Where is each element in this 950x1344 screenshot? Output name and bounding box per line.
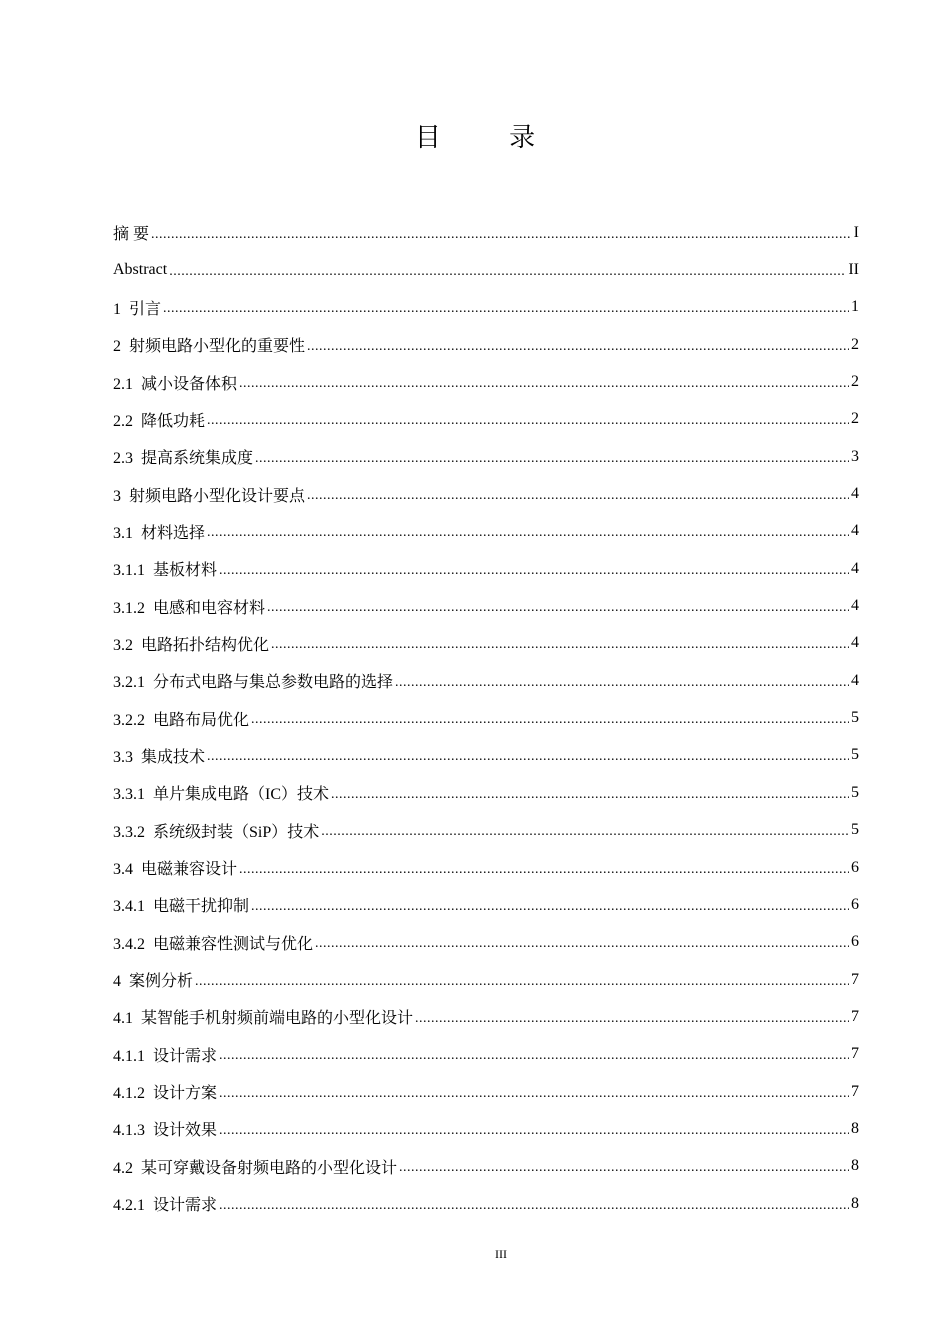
toc-entry-label	[113, 707, 249, 730]
toc-leader-dots	[169, 264, 846, 280]
toc-entry-label	[113, 371, 237, 394]
toc-entry-label	[113, 632, 269, 655]
toc-entry-page: 5	[851, 783, 859, 801]
toc-entry[interactable]	[113, 737, 859, 774]
toc-leader-dots	[399, 1160, 849, 1176]
toc-entry-page: 8	[851, 1119, 859, 1137]
toc-entry-number: 3.3.1	[113, 786, 145, 804]
toc-entry-text: 摘 要	[113, 226, 150, 244]
toc-entry-text: 电磁兼容性测试与优化	[153, 935, 314, 953]
toc-entry-page: 8	[851, 1194, 859, 1212]
toc-entry-label	[113, 781, 329, 804]
toc-entry-page: 7	[851, 1045, 859, 1063]
toc-entry-number: 3	[113, 487, 121, 505]
toc-entry-page: 6	[851, 858, 859, 876]
toc-entry[interactable]	[113, 1185, 859, 1222]
toc-entry[interactable]	[113, 438, 859, 475]
toc-entry[interactable]	[113, 550, 859, 587]
toc-entry-text: 材料选择	[141, 524, 206, 542]
toc-leader-dots	[251, 899, 849, 915]
toc-entry-page: 1	[851, 298, 859, 316]
toc-leader-dots	[219, 563, 849, 579]
toc-entry-text: 提高系统集成度	[141, 450, 254, 468]
toc-entry-text: 减小设备体积	[141, 375, 238, 393]
toc-entry-text: 系统级封装（SiP）技术	[153, 823, 320, 841]
toc-leader-dots	[315, 936, 849, 952]
toc-leader-dots	[207, 749, 849, 765]
toc-entry-label	[113, 856, 237, 879]
toc-entry[interactable]	[113, 998, 859, 1035]
toc-leader-dots	[321, 824, 849, 840]
toc-entry-label	[113, 296, 161, 319]
toc-entry-text: 射频电路小型化的重要性	[129, 338, 306, 356]
toc-entry[interactable]	[113, 961, 859, 998]
toc-entry-number: 3.1.2	[113, 599, 145, 617]
toc-entry-label	[113, 669, 393, 692]
toc-entry-page: 3	[851, 447, 859, 465]
toc-entry-page: 4	[851, 671, 859, 689]
toc-entry-number: 3.1.1	[113, 562, 145, 580]
toc-entry[interactable]	[113, 849, 859, 886]
toc-entry-label	[113, 744, 205, 767]
toc-entry-number: 3.2.1	[113, 674, 145, 692]
toc-entry-number: 2.3	[113, 450, 133, 468]
toc-entry-number: 3.3.2	[113, 823, 145, 841]
toc-entry[interactable]	[113, 326, 859, 363]
toc-entry-page: 4	[851, 597, 859, 615]
toc-entry-label	[113, 595, 265, 618]
toc-entry[interactable]	[113, 886, 859, 923]
toc-entry-text: 设计方案	[153, 1085, 218, 1103]
toc-entry-number: 4.1.2	[113, 1085, 145, 1103]
toc-leader-dots	[219, 1086, 849, 1102]
toc-entry-label	[113, 333, 305, 356]
toc-entry-page: 2	[851, 373, 859, 391]
toc-entry-label	[113, 520, 205, 543]
toc-leader-dots	[207, 525, 849, 541]
toc-entry-label	[113, 483, 305, 506]
toc-entry-page: 7	[851, 1007, 859, 1025]
toc-entry-label	[113, 893, 249, 916]
toc-entry-number: 3.4.1	[113, 898, 145, 916]
toc-leader-dots	[207, 413, 849, 429]
toc-entry[interactable]	[113, 513, 859, 550]
toc-entry-text: 引言	[129, 300, 162, 318]
toc-entry-text: 某可穿戴设备射频电路的小型化设计	[141, 1159, 398, 1177]
toc-entry[interactable]	[113, 363, 859, 400]
toc-entry-text: 某智能手机射频前端电路的小型化设计	[141, 1010, 414, 1028]
toc-leader-dots	[239, 376, 849, 392]
toc-entry-text: 集成技术	[141, 748, 206, 766]
toc-entry-number: 4.2.1	[113, 1197, 145, 1215]
toc-entry-label	[113, 221, 149, 244]
toc-entry[interactable]	[113, 587, 859, 624]
toc-entry-text: 设计效果	[153, 1122, 218, 1140]
toc-entry-label	[113, 931, 313, 954]
toc-entry-page: I	[853, 223, 859, 241]
toc-entry-label	[113, 1005, 413, 1028]
toc-entry-text: 设计需求	[153, 1047, 218, 1065]
toc-entry-text: Abstract	[113, 261, 168, 279]
toc-entry-number: 1	[113, 300, 121, 318]
toc-entry-page: 2	[851, 410, 859, 428]
toc-entry-text: 射频电路小型化设计要点	[129, 487, 306, 505]
toc-entry-page: 4	[851, 634, 859, 652]
toc-entry-text: 降低功耗	[141, 412, 206, 430]
table-of-contents	[113, 214, 859, 1222]
toc-entry-page: 4	[851, 522, 859, 540]
toc-leader-dots	[151, 227, 852, 243]
toc-entry-number: 4.1.3	[113, 1122, 145, 1140]
toc-entry-label	[113, 1080, 217, 1103]
toc-entry-label	[113, 1192, 217, 1215]
page-number: III	[495, 1247, 507, 1261]
toc-entry-page: 6	[851, 895, 859, 913]
toc-entry-label	[113, 968, 193, 991]
toc-entry-page: 7	[851, 1082, 859, 1100]
toc-entry-text: 电路拓扑结构优化	[141, 636, 270, 654]
toc-entry-number: 3.2.2	[113, 711, 145, 729]
toc-entry-page: 6	[851, 933, 859, 951]
toc-entry-label	[113, 1155, 397, 1178]
toc-entry[interactable]	[113, 1148, 859, 1185]
toc-leader-dots	[219, 1198, 849, 1214]
toc-entry-number: 4.1	[113, 1010, 133, 1028]
toc-entry-page: 7	[851, 970, 859, 988]
toc-entry-label	[113, 445, 253, 468]
toc-entry[interactable]	[113, 812, 859, 849]
toc-leader-dots	[331, 787, 849, 803]
toc-leader-dots	[395, 675, 849, 691]
toc-entry[interactable]	[113, 475, 859, 512]
toc-entry-page: 5	[851, 746, 859, 764]
toc-entry[interactable]	[113, 289, 859, 326]
toc-leader-dots	[239, 862, 849, 878]
toc-entry-page: II	[848, 261, 859, 279]
toc-entry-text: 电磁干扰抑制	[153, 898, 250, 916]
toc-entry-text: 案例分析	[129, 973, 194, 991]
toc-entry-page: 4	[851, 559, 859, 577]
toc-entry-text: 单片集成电路（IC）技术	[153, 786, 330, 804]
toc-entry[interactable]	[113, 924, 859, 961]
toc-entry-text: 设计需求	[153, 1197, 218, 1215]
toc-entry-text: 电磁兼容设计	[141, 861, 238, 879]
toc-entry[interactable]	[113, 1110, 859, 1147]
toc-entry-number: 3.4	[113, 861, 133, 879]
toc-entry[interactable]	[113, 401, 859, 438]
toc-entry[interactable]	[113, 1073, 859, 1110]
toc-entry-number: 3.2	[113, 636, 133, 654]
toc-entry-label	[113, 819, 319, 842]
toc-entry-number: 4	[113, 973, 121, 991]
toc-leader-dots	[251, 712, 849, 728]
toc-entry-number: 4.1.1	[113, 1047, 145, 1065]
toc-entry-label	[113, 261, 167, 279]
toc-entry-text: 电感和电容材料	[153, 599, 266, 617]
toc-entry-number: 2.1	[113, 375, 133, 393]
toc-entry-text: 分布式电路与集总参数电路的选择	[153, 674, 394, 692]
toc-entry-page: 2	[851, 335, 859, 353]
toc-entry[interactable]	[113, 251, 859, 288]
toc-entry-label	[113, 408, 205, 431]
toc-entry-number: 2	[113, 338, 121, 356]
toc-leader-dots	[307, 488, 849, 504]
toc-entry-number: 4.2	[113, 1159, 133, 1177]
toc-entry-page: 5	[851, 821, 859, 839]
toc-entry[interactable]	[113, 214, 859, 251]
toc-entry[interactable]	[113, 625, 859, 662]
toc-entry-label	[113, 1117, 217, 1140]
toc-leader-dots	[219, 1123, 849, 1139]
toc-leader-dots	[195, 974, 849, 990]
toc-entry-label	[113, 557, 217, 580]
toc-entry[interactable]	[113, 699, 859, 736]
toc-entry-page: 8	[851, 1157, 859, 1175]
toc-leader-dots	[415, 1011, 849, 1027]
toc-leader-dots	[163, 301, 849, 317]
toc-entry-page: 5	[851, 709, 859, 727]
toc-entry-number: 3.1	[113, 524, 133, 542]
toc-leader-dots	[219, 1048, 849, 1064]
toc-entry-text: 基板材料	[153, 562, 218, 580]
toc-leader-dots	[307, 339, 849, 355]
toc-entry-page: 4	[851, 485, 859, 503]
toc-entry-text: 电路布局优化	[153, 711, 250, 729]
toc-entry[interactable]	[113, 662, 859, 699]
toc-leader-dots	[271, 637, 849, 653]
toc-entry[interactable]	[113, 774, 859, 811]
page-title: 目 录	[414, 123, 566, 153]
toc-entry-number: 3.4.2	[113, 935, 145, 953]
toc-entry-number: 2.2	[113, 412, 133, 430]
toc-leader-dots	[267, 600, 849, 616]
toc-entry-label	[113, 1043, 217, 1066]
toc-entry[interactable]	[113, 1036, 859, 1073]
toc-leader-dots	[255, 451, 849, 467]
toc-entry-number: 3.3	[113, 748, 133, 766]
